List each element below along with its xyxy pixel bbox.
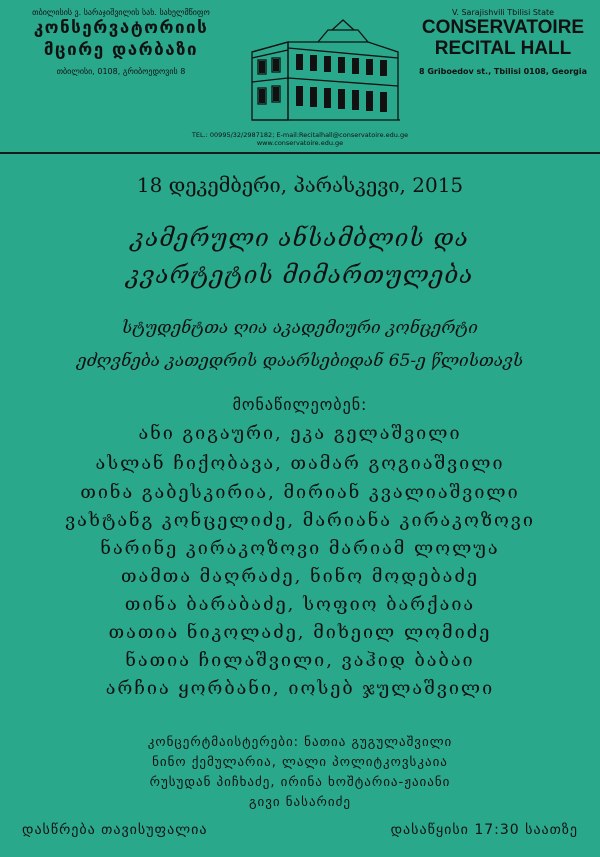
accompanists-line: გივი ნასარიძე xyxy=(248,795,352,810)
event-title-2: კვარტეტის მიმართულება xyxy=(126,261,474,289)
header-georgian-title-2: მცირე დარბაზი xyxy=(43,40,199,60)
performer-line: ნათია ჩილაშვილი, ვაჰიდ ბაბაი xyxy=(125,650,475,671)
performer-line: თინა ბარაბაძე, სოფიო ბარქაია xyxy=(124,594,476,615)
event-title-1: კამერული ანსამბლის და xyxy=(130,224,470,252)
header-english-address: 8 Griboedov st., Tbilisi 0108, Georgia xyxy=(418,67,587,76)
performer-line: ვახტანგ კონცელიძე, მარიანა კირაკოზოვი xyxy=(65,510,535,531)
header-english-institution: V. Sarajishvili Tbilisi State xyxy=(451,8,555,17)
accompanists-line: კონცერტმაისტერები: ნათია გუგულაშვილი xyxy=(147,735,453,750)
performer-line: ანი გიგაური, ეკა გელაშვილი xyxy=(138,423,462,444)
performer-line: ნარინე კირაკოზოვი მარიამ ლოლუა xyxy=(100,538,500,559)
performer-line: თინა გაბესკირია, მირიან კვალიაშვილი xyxy=(80,482,520,503)
header-english-title-2: RECITAL HALL xyxy=(434,38,572,59)
event-subtitle-1: სტუდენტთა ღია აკადემიური კონცერტი xyxy=(122,318,478,338)
header-contact xyxy=(150,131,450,147)
header-georgian-institution: თბილისის ვ. სარაჯიშვილის სახ. სახელმწიფო xyxy=(32,8,210,17)
contact-phone-email: TEL.: 00995/32/2987182; E-mail:Recitalhall@conservatoire.edu.ge xyxy=(191,131,409,139)
conservatoire-building-icon xyxy=(248,8,404,126)
event-subtitle-2: ეძღვნება კათედრის დაარსებიდან 65-ე წლისთავს xyxy=(76,351,524,371)
event-date: 18 დეკემბერი, პარასკევი, 2015 xyxy=(136,173,464,197)
performer-line: თამთა მაღრაძე, ნინო მოდებაძე xyxy=(120,566,480,587)
header-georgian-title-1: კონსერვატორიის xyxy=(33,18,209,38)
performers-label: მონაწილეობენ: xyxy=(232,395,368,414)
header xyxy=(0,0,600,154)
header-georgian-address: თბილისი, 0108, გრიბოედოვის 8 xyxy=(56,67,186,76)
header-georgian-block xyxy=(6,6,236,76)
footer-free-entry: დასწრება თავისუფალია xyxy=(22,822,208,838)
accompanists-line: რუსუდან პიჩხაძე, ირინა ხოშტარია-ჟაიანი xyxy=(149,775,451,790)
accompanists-line: ნინო ქემულარია, ლალი პოლიტკოვსკაია xyxy=(152,755,448,770)
contact-website: www.conservatoire.edu.ge xyxy=(256,139,344,147)
performer-line: თათია ნიკოლაძე, მიხეილ ლომიძე xyxy=(108,622,492,643)
header-english-title-1: CONSERVATOIRE xyxy=(421,17,585,38)
performer-line: ასლან ჩიქობავა, თამარ გოგიაშვილი xyxy=(95,453,505,474)
footer-start-time: დასაწყისი 17:30 საათზე xyxy=(390,822,578,838)
header-english-block xyxy=(410,8,596,76)
performer-line: არჩია ყორბანი, იოსებ ჯულაშვილი xyxy=(105,678,495,699)
